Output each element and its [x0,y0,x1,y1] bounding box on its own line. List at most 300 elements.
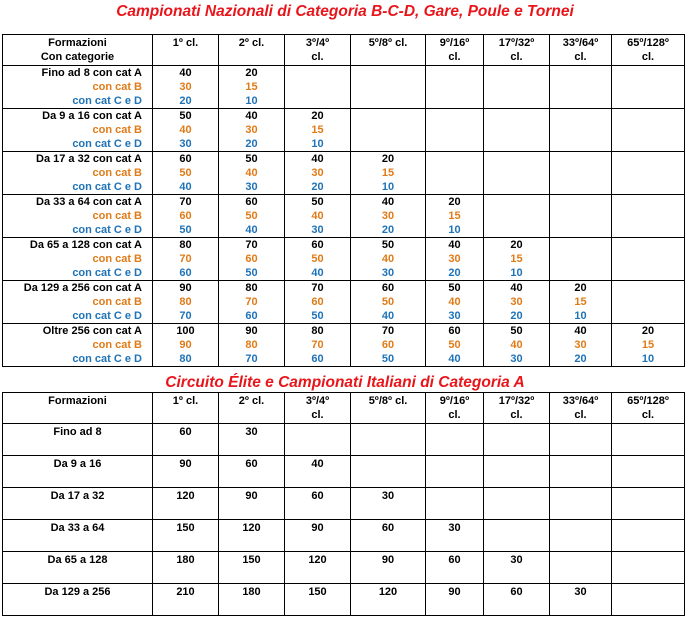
points-cell [426,324,484,367]
table1-row [3,238,685,281]
points-cell: 90 [351,552,426,584]
points-value: 10 [641,353,655,365]
points-value: 30 [381,267,395,279]
points-value [612,123,684,137]
points-value [351,94,425,108]
category-label: con cat B [92,210,142,222]
points-value [550,166,611,180]
row-label [3,66,153,109]
points-value [484,137,549,151]
points-value: 10 [311,138,324,150]
row-label: Da 9 a 16 [3,456,153,488]
points-value: 50 [245,153,258,165]
points-value: 40 [245,224,258,236]
points-cell: 90 [153,456,219,488]
table1-row [3,195,685,238]
points-value [612,295,684,309]
points-cell [219,195,285,238]
points-value [612,266,684,280]
points-value [550,223,611,237]
points-value: 40 [381,196,395,208]
points-value: 50 [311,310,324,322]
table2-row [3,424,685,456]
points-cell [484,109,550,152]
points-cell [612,456,685,488]
points-value: 50 [179,167,192,179]
header-place: 65º/128º cl. [612,35,685,66]
points-value [550,266,611,280]
points-cell [153,195,219,238]
points-value [550,66,611,80]
points-value: 50 [381,296,395,308]
points-value: 30 [448,310,461,322]
points-cell [351,238,426,281]
points-value: 10 [245,95,258,107]
points-cell [219,152,285,195]
points-cell [612,195,685,238]
points-value [612,109,684,123]
points-cell [351,152,426,195]
header-place: 3º/4º cl. [285,393,351,424]
row-label [3,195,153,238]
points-cell: 60 [351,520,426,552]
points-value [612,80,684,94]
category-label: con cat B [92,296,142,308]
points-cell [550,424,612,456]
points-cell: 150 [285,584,351,616]
points-cell: 40 [285,456,351,488]
points-value [285,94,350,108]
points-value [612,281,684,295]
points-cell: 30 [550,584,612,616]
table2-row [3,552,685,584]
points-cell [426,66,484,109]
points-value [351,109,425,123]
points-value [426,123,483,137]
category-label: con cat B [92,124,142,136]
row-label: Da 17 a 32 [3,488,153,520]
points-cell [285,109,351,152]
points-value: 80 [245,339,258,351]
points-cell [153,324,219,367]
points-cell: 120 [153,488,219,520]
points-cell: 90 [285,520,351,552]
category-label: con cat C e D [72,138,142,150]
points-cell [351,66,426,109]
table1-row [3,281,685,324]
points-cell: 30 [351,488,426,520]
points-cell [550,238,612,281]
points-value [550,94,611,108]
category-label: Da 65 a 128 con cat A [29,239,142,251]
points-value [484,66,549,80]
points-cell [484,195,550,238]
points-cell [484,424,550,456]
points-cell [219,324,285,367]
points-cell [426,109,484,152]
points-value: 30 [245,181,258,193]
points-cell [550,456,612,488]
points-value [612,166,684,180]
points-value: 10 [448,224,461,236]
points-value: 70 [179,310,192,322]
points-value: 20 [245,67,258,79]
points-value: 60 [311,239,324,251]
points-value [426,94,483,108]
points-value: 30 [510,353,523,365]
points-value: 50 [381,353,395,365]
points-value [550,252,611,266]
points-value: 70 [245,239,258,251]
points-cell: 180 [219,584,285,616]
points-cell [612,488,685,520]
points-cell: 120 [219,520,285,552]
points-value [612,180,684,194]
points-value [426,152,483,166]
points-cell [550,488,612,520]
points-cell [484,281,550,324]
table1-header-row [3,35,685,66]
points-cell [351,109,426,152]
header-place: 2º cl. [219,393,285,424]
points-value: 40 [510,339,523,351]
points-cell [612,152,685,195]
points-value: 10 [510,267,523,279]
points-value: 50 [381,239,395,251]
points-value: 30 [179,138,192,150]
points-value: 15 [641,339,655,351]
points-cell [285,324,351,367]
points-value: 20 [311,110,324,122]
points-value: 40 [381,253,395,265]
points-cell [426,281,484,324]
points-cell [153,109,219,152]
points-value [612,252,684,266]
points-value: 60 [179,153,192,165]
points-value: 30 [574,339,587,351]
points-cell [484,324,550,367]
points-value: 20 [510,310,523,322]
category-label: con cat B [92,81,142,93]
category-label: con cat B [92,253,142,265]
header-place: 1º cl. [153,35,219,66]
points-value [351,66,425,80]
points-value [285,66,350,80]
row-label [3,238,153,281]
points-value [484,195,549,209]
points-cell [484,152,550,195]
points-value: 40 [245,167,258,179]
table1-row [3,152,685,195]
points-cell: 150 [219,552,285,584]
points-value: 60 [448,325,461,337]
points-cell: 120 [351,584,426,616]
category-label: Oltre 256 con cat A [42,325,142,337]
category-label: con cat C e D [72,181,142,193]
points-value: 30 [381,210,395,222]
category-label: con cat C e D [72,353,142,365]
points-value [351,137,425,151]
points-cell [550,324,612,367]
points-value: 15 [574,296,587,308]
points-value [351,123,425,137]
points-value [484,223,549,237]
row-label [3,109,153,152]
points-value [550,80,611,94]
points-cell [484,66,550,109]
points-value [426,137,483,151]
points-cell [285,424,351,456]
row-label [3,281,153,324]
points-value: 20 [574,353,587,365]
header-place: 9º/16º cl. [426,35,484,66]
points-value: 40 [574,325,587,337]
points-value [550,180,611,194]
points-cell [426,195,484,238]
points-value [285,80,350,94]
points-value: 50 [179,110,192,122]
points-value: 30 [311,167,324,179]
points-value [426,109,483,123]
points-cell: 120 [285,552,351,584]
points-cell [285,152,351,195]
points-value: 15 [311,124,324,136]
points-value: 60 [179,210,192,222]
points-value: 90 [245,325,258,337]
table2-row [3,584,685,616]
points-value: 20 [641,325,655,337]
points-value: 20 [179,95,192,107]
row-label: Fino ad 8 [3,424,153,456]
points-cell [351,424,426,456]
points-cell [285,66,351,109]
points-cell [484,456,550,488]
header-place: 33º/64º cl. [550,35,612,66]
header-place: 3º/4º cl. [285,35,351,66]
points-value: 20 [311,181,324,193]
points-value [484,123,549,137]
points-value: 60 [179,267,192,279]
points-value: 40 [448,239,461,251]
header-formazioni: Formazioni [3,393,153,424]
points-cell [426,152,484,195]
header-place: 17º/32º cl. [484,393,550,424]
points-value [612,209,684,223]
row-label: Da 33 a 64 [3,520,153,552]
points-value [484,94,549,108]
points-cell [351,456,426,488]
category-label: Da 9 a 16 con cat A [42,110,142,122]
points-cell [219,66,285,109]
points-cell: 60 [484,584,550,616]
points-value [612,137,684,151]
header-place: 33º/64º cl. [550,393,612,424]
points-value: 20 [448,196,461,208]
points-value: 70 [179,196,192,208]
points-value: 40 [179,181,192,193]
points-value: 20 [381,224,395,236]
points-value [426,180,483,194]
points-value [550,238,611,252]
points-cell [351,324,426,367]
points-value: 80 [179,353,192,365]
points-value: 80 [179,239,192,251]
points-value: 30 [245,124,258,136]
points-value: 15 [448,210,461,222]
table2-header-row [3,393,685,424]
points-cell [550,66,612,109]
points-value: 20 [245,138,258,150]
points-value: 30 [448,253,461,265]
points-cell [550,552,612,584]
points-value: 20 [448,267,461,279]
points-value [550,123,611,137]
points-cell [550,109,612,152]
category-label: con cat C e D [72,267,142,279]
points-cell [426,238,484,281]
points-cell [484,238,550,281]
points-cell [285,281,351,324]
category-label: con cat C e D [72,95,142,107]
points-value [426,166,483,180]
points-value: 60 [381,282,395,294]
points-cell [612,238,685,281]
points-value [612,152,684,166]
category-label: con cat C e D [72,224,142,236]
points-value: 90 [179,282,192,294]
points-value: 30 [179,81,192,93]
points-value: 15 [245,81,258,93]
points-value: 90 [179,339,192,351]
points-value [612,195,684,209]
points-value: 70 [381,325,395,337]
table2-title: Circuito Élite e Campionati Italiani di Categoria A [165,374,525,391]
table2-row [3,488,685,520]
points-cell [426,488,484,520]
points-value: 70 [179,253,192,265]
row-label: Da 65 a 128 [3,552,153,584]
points-value [484,109,549,123]
points-cell: 60 [219,456,285,488]
points-value: 30 [311,224,324,236]
points-cell [351,281,426,324]
points-cell: 180 [153,552,219,584]
row-label [3,152,153,195]
points-value: 20 [510,239,523,251]
points-cell: 60 [426,552,484,584]
header-place: 9º/16º cl. [426,393,484,424]
national-points-table [2,34,685,367]
header-place: 5º/8º cl. [351,35,426,66]
table2-row [3,456,685,488]
elite-points-table [2,392,685,616]
points-value: 50 [245,210,258,222]
points-cell [426,456,484,488]
points-value: 60 [245,310,258,322]
points-value: 10 [574,310,587,322]
points-value: 60 [311,296,324,308]
points-value [550,195,611,209]
points-value: 60 [381,339,395,351]
points-value [550,137,611,151]
points-cell [484,488,550,520]
points-cell [612,552,685,584]
header-place: 1º cl. [153,393,219,424]
table1-row [3,324,685,367]
points-value: 50 [448,282,461,294]
header-place: 17º/32º cl. [484,35,550,66]
points-value: 50 [245,267,258,279]
points-value: 40 [381,310,395,322]
points-value: 40 [179,67,192,79]
points-value [612,238,684,252]
points-value: 15 [510,253,523,265]
points-cell [153,281,219,324]
points-cell [285,238,351,281]
points-value [484,152,549,166]
points-value [550,209,611,223]
points-cell: 30 [484,552,550,584]
points-value: 40 [510,282,523,294]
points-cell [153,66,219,109]
points-value: 20 [574,282,587,294]
points-value: 50 [311,196,324,208]
points-value: 40 [245,110,258,122]
points-value: 40 [448,296,461,308]
header-place: 5º/8º cl. [351,393,426,424]
table2-row [3,520,685,552]
points-value [426,66,483,80]
points-cell [612,66,685,109]
points-cell: 60 [285,488,351,520]
points-value: 70 [311,282,324,294]
points-value: 50 [448,339,461,351]
points-cell: 90 [426,584,484,616]
points-value: 70 [245,353,258,365]
header-place: 2º cl. [219,35,285,66]
points-value [612,94,684,108]
points-cell [612,281,685,324]
points-value [484,209,549,223]
points-value: 20 [381,153,395,165]
points-value: 50 [510,325,523,337]
header-formazioni: Formazioni Con categorie [3,35,153,66]
table1-title: Campionati Nazionali di Categoria B-C-D, Gare, Poule e Tornei [116,3,574,20]
points-cell [219,109,285,152]
category-label: con cat B [92,167,142,179]
points-cell: 60 [153,424,219,456]
points-value [351,80,425,94]
points-cell [219,281,285,324]
category-label: Da 33 a 64 con cat A [36,196,142,208]
points-value [550,109,611,123]
category-label: Da 129 a 256 con cat A [23,282,142,294]
points-value [612,223,684,237]
points-cell [153,152,219,195]
points-value: 70 [245,296,258,308]
points-value: 80 [311,325,324,337]
points-value: 40 [179,124,192,136]
points-cell [550,195,612,238]
points-cell: 30 [219,424,285,456]
table1-row [3,66,685,109]
points-cell [550,281,612,324]
points-value: 70 [311,339,324,351]
points-value: 80 [245,282,258,294]
table1-row [3,109,685,152]
category-label: con cat C e D [72,310,142,322]
points-value: 30 [510,296,523,308]
